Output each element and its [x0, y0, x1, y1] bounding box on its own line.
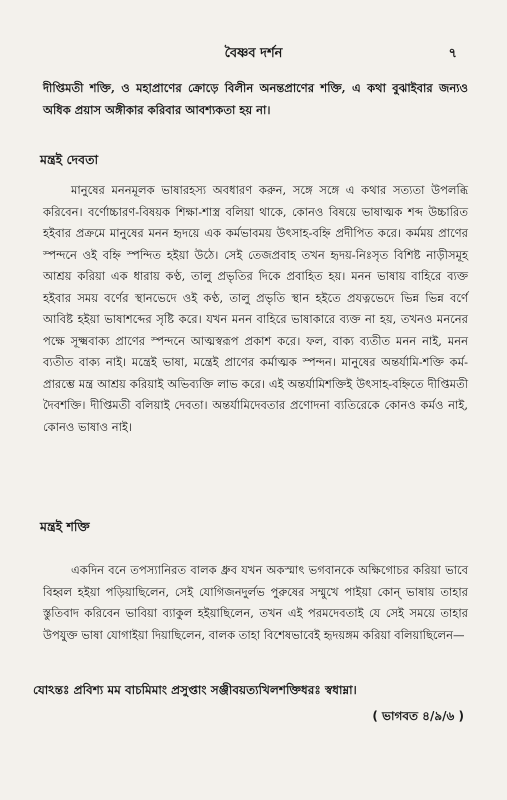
section-body-mantra-shakti	[43, 560, 468, 646]
page-header	[0, 42, 507, 66]
section-body-mantra-devata	[43, 180, 468, 438]
intro-paragraph: দীপ্তিমতী শক্তি, ও মহাপ্রাণের ক্রোড়ে বিলীন অনন্তপ্রাণের শক্তি, এ কথা বুঝাইবার জন্যও অধিক প্রয়াস অঙ্গীকার করিবার আবশ্যকতা হয় না।	[43, 81, 468, 117]
quote-citation: ( ভাগবত ৪/৯/৬ )	[372, 709, 464, 723]
body-paragraph: একদিন বনে তপস্যানিরত বালক ধ্রুব যখন অকস্মাৎ ভগবানকে অক্ষিগোচর করিয়া ভাবে বিহ্বল হইয়া পড়িয়াছিলেন, সেই যোগিজনদুর্লভ পুরুষের সম্মুখে পাইয়া কোন্ ভাষায় তাহার স্তুতিবাদ করিবেন ভাবিয়া ব্যাকুল হইয়াছিলেন, তখন এই পরমদেবতাই যে সেই সময়ে তাহার উপযুক্ত ভাষা যোগাইয়া দিয়াছিলেন, বালক তাহা বিশেষভাবেই হৃদয়ঙ্গম করিয়া বলিয়াছিলেন—	[43, 563, 468, 642]
sanskrit-quote: যোঽন্তঃ প্রবিশ্য মম বাচমিমাং প্রসুপ্তাং সঞ্জীবয়ত্যখিলশক্তিধরঃ স্বধাম্না।	[33, 683, 357, 697]
intro-block	[43, 78, 468, 121]
running-title: বৈষ্ণব দর্শন	[224, 46, 283, 61]
section-heading-mantra-shakti: মন্ত্রই শক্তি	[40, 519, 90, 534]
page-number: ৭	[448, 46, 457, 61]
section-heading-mantra-devata: মন্ত্রই দেবতা	[40, 152, 99, 167]
body-paragraph: মানুষের মননমূলক ভাষারহস্য অবধারণ করুন, সঙ্গে সঙ্গে এ কথার সত্যতা উপলব্ধি করিবেন। বর্ণোচ্চারণ-বিষয়ক শিক্ষা-শাস্ত্র বলিয়া থাকে, কোনও বিষয়ে ভাষাত্মক শব্দ উচ্চারিত হইবার প্রক্রমে মানুষের মনন হৃদয়ে এক কর্মভাবময় উৎসাহ-বহ্নি প্রদীপিত করে। কর্মময় প্রাণের স্পন্দনে ওই বহ্নি স্পন্দিত হইয়া উঠে। সেই তেজপ্রবাহ তখন হৃদয়-নিঃসৃত বিশিষ্ট নাড়ীসমূহ আশ্রয় করিয়া এক ধারায় কণ্ঠ, তালু প্রভৃতির দিকে প্রবাহিত হয়। মনন ভাষায় বাহিরে ব্যক্ত হইবার সময় বর্ণের স্থানভেদে ওই কণ্ঠ, তালু প্রভৃতি স্থান হইতে প্রযত্নভেদে ভিন্ন ভিন্ন বর্ণে আবিষ্ট হইয়া ভাষাশব্দের সৃষ্টি করে। যখন মনন বাহিরে ভাষাকারে ব্যক্ত না হয়, তখনও মননের পক্ষে সূক্ষ্মবাক্য প্রাণের স্পন্দনে আত্মস্বরূপ প্রকাশ করে। ফল, বাক্য ব্যতীত মনন নাই, মনন ব্যতীত বাক্য নাই। মন্ত্রেই ভাষা, মন্ত্রেই প্রাণের কর্মাত্মক স্পন্দন। মানুষের অন্তর্যামি-শক্তি কর্ম-প্রারম্ভে মন্ত্র আশ্রয় করিয়াই অভিব্যক্তি লাভ করে। এই অন্তর্যামিশক্তিই উৎসাহ-বহ্নিতে দীপ্তিমতী দৈবশক্তি। দীপ্তিমতী বলিয়াই দেবতা। অন্তর্যামিদেবতার প্রণোদনা ব্যতিরেকে কোনও কর্মও নাই, কোনও ভাষাও নাই।	[43, 183, 468, 434]
